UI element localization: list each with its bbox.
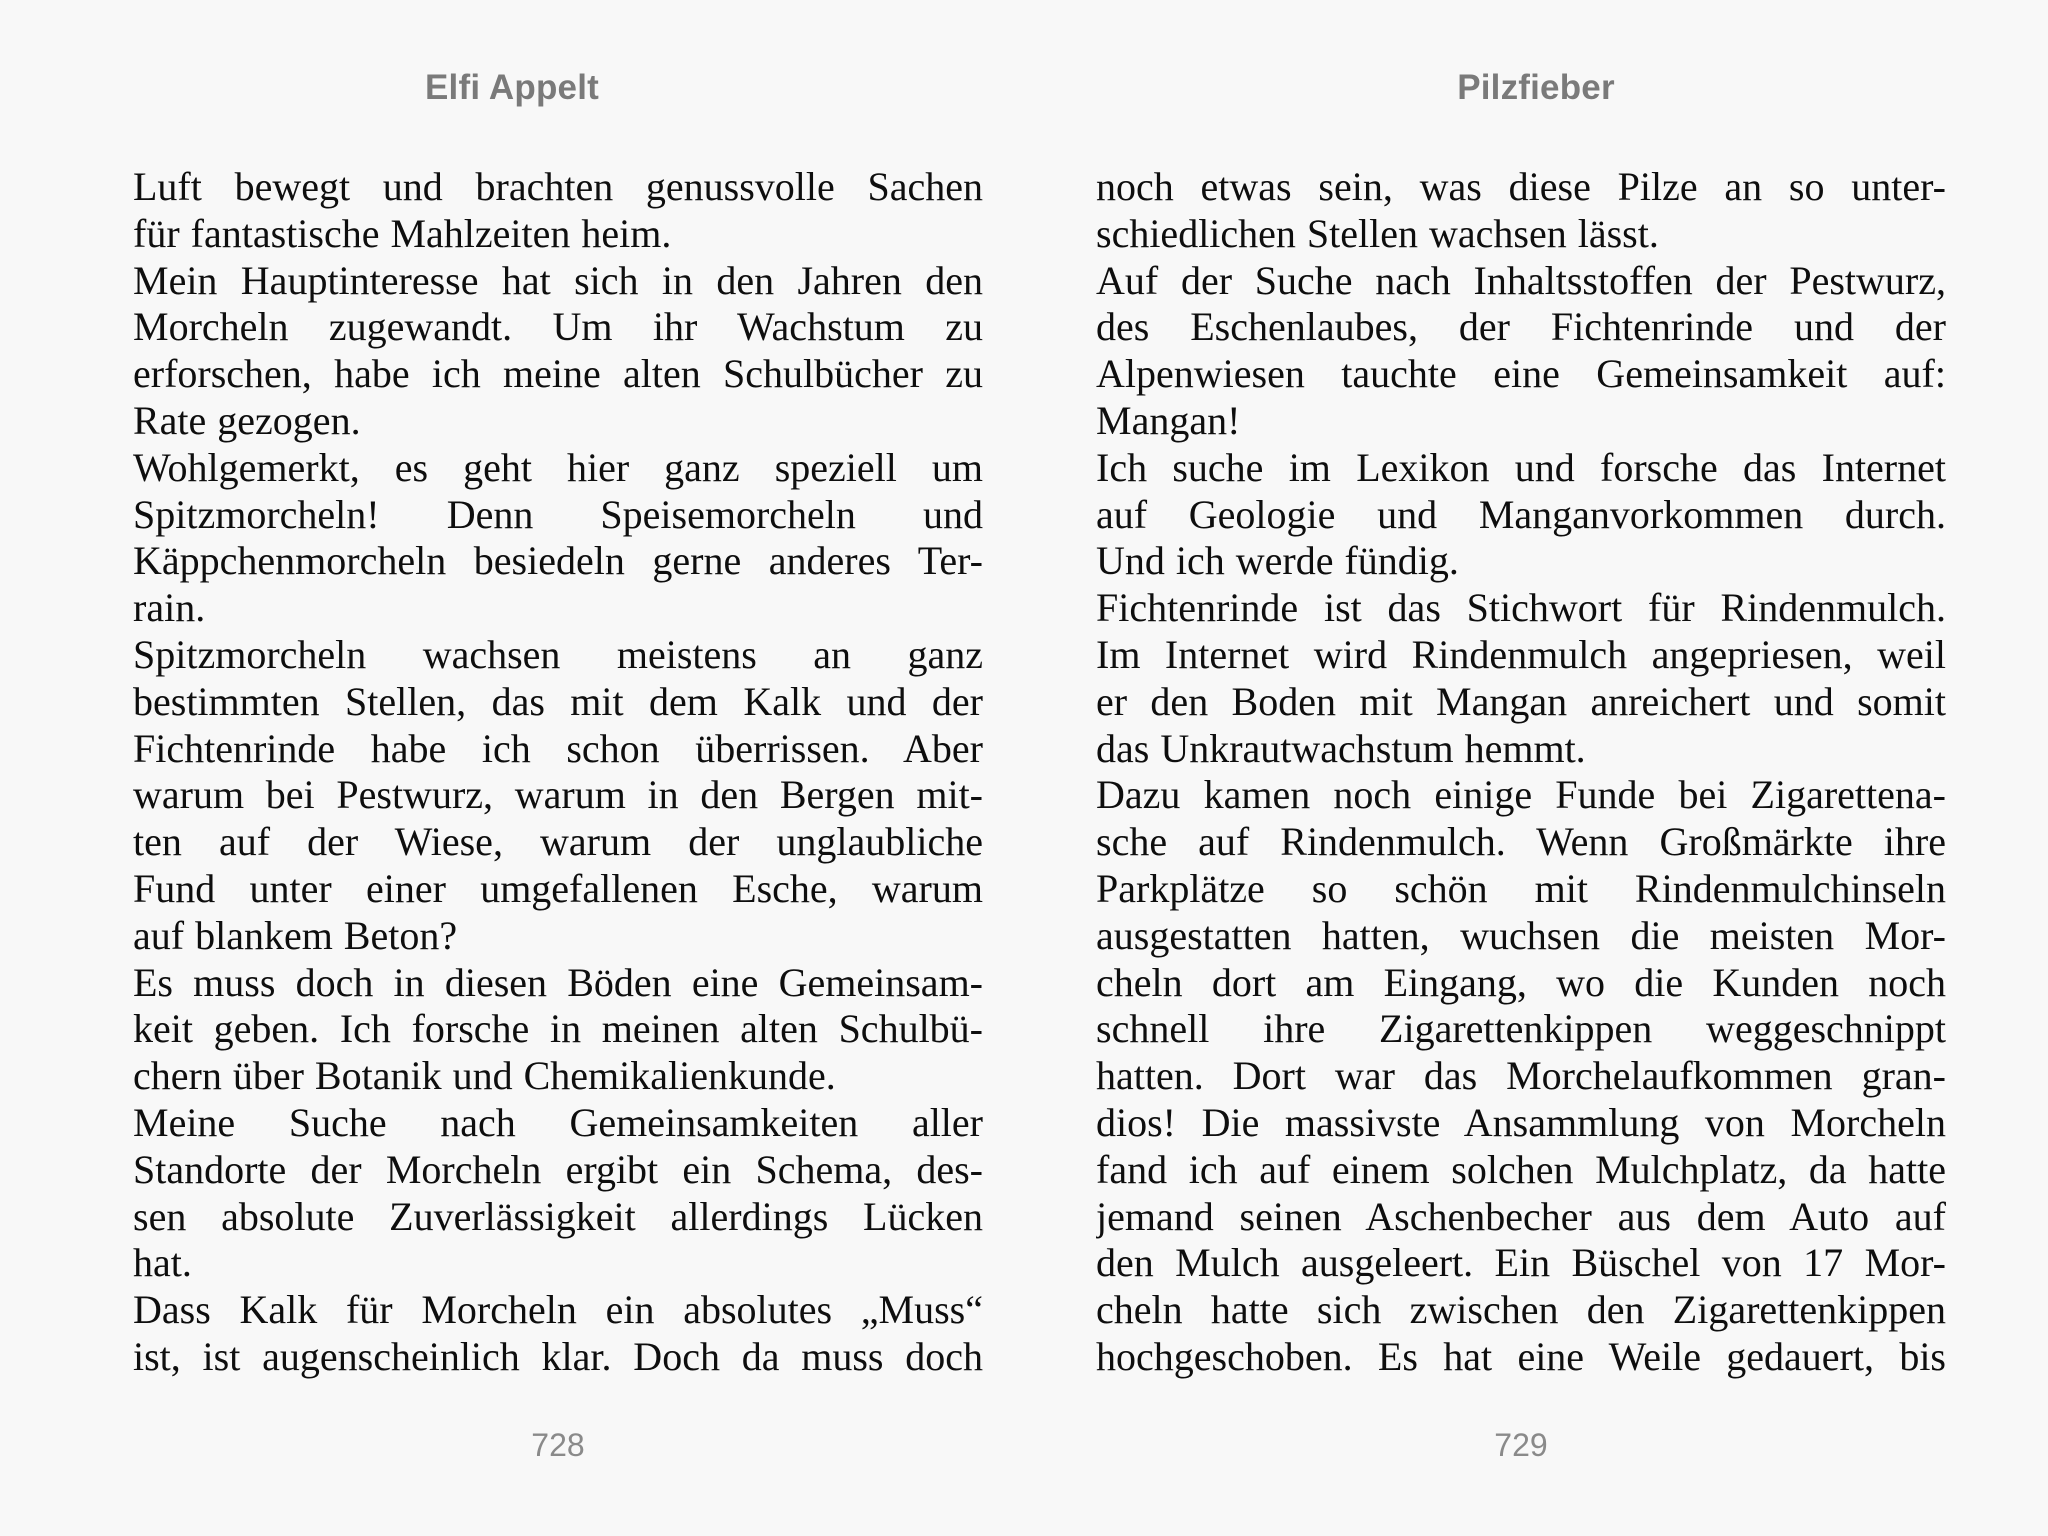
text-line: Dazu kamen noch einige Funde bei Zigarettena-	[1096, 772, 1946, 818]
text-line: Fichtenrinde ist das Stichwort für Rindenmulch.	[1096, 585, 1946, 631]
text-line: den Mulch ausgeleert. Ein Büschel von 17 Mor-	[1096, 1240, 1946, 1286]
text-line: schnell ihre Zigarettenkippen weggeschnippt	[1096, 1006, 1946, 1052]
text-line: Dass Kalk für Morcheln ein absolutes „Muss“	[133, 1287, 983, 1333]
running-header-author: Elfi Appelt	[425, 68, 599, 107]
text-line: cheln hatte sich zwischen den Zigarettenkippen	[1096, 1287, 1946, 1333]
text-line: auf blankem Beton?	[133, 912, 458, 958]
text-line: er den Boden mit Mangan anreichert und somit	[1096, 678, 1946, 724]
text-line: auf Geologie und Manganvorkommen durch.	[1096, 491, 1946, 537]
text-line: Alpenwiesen tauchte eine Gemeinsamkeit auf:	[1096, 351, 1946, 397]
text-line: keit geben. Ich forsche in meinen alten Schulbü-	[133, 1006, 983, 1052]
text-line: Ich suche im Lexikon und forsche das Internet	[1096, 444, 1946, 490]
text-line: sche auf Rindenmulch. Wenn Großmärkte ihre	[1096, 819, 1946, 865]
text-line: schiedlichen Stellen wachsen lässt.	[1096, 210, 1659, 256]
text-line: Mangan!	[1096, 397, 1241, 443]
text-line: das Unkrautwachstum hemmt.	[1096, 725, 1586, 771]
text-line: Käppchenmorcheln besiedeln gerne anderes Ter-	[133, 538, 983, 584]
text-line: warum bei Pestwurz, warum in den Bergen mit-	[133, 772, 983, 818]
text-line: noch etwas sein, was diese Pilze an so unter-	[1096, 164, 1946, 209]
running-header-title: Pilzfieber	[1457, 68, 1615, 107]
text-line: Spitzmorcheln wachsen meistens an ganz	[133, 631, 983, 677]
text-line: für fantastische Mahlzeiten heim.	[133, 210, 672, 256]
text-line: Und ich werde fündig.	[1096, 538, 1459, 584]
text-line: des Eschenlaubes, der Fichtenrinde und der	[1096, 304, 1946, 350]
text-line: bestimmten Stellen, das mit dem Kalk und der	[133, 678, 983, 724]
text-line: hat.	[133, 1240, 192, 1286]
text-line: chern über Botanik und Chemikalienkunde.	[133, 1053, 836, 1099]
text-line: Luft bewegt und brachten genussvolle Sachen	[133, 164, 983, 209]
text-line: Auf der Suche nach Inhaltsstoffen der Pestwurz,	[1096, 257, 1946, 303]
text-line: sen absolute Zuverlässigkeit allerdings Lücken	[133, 1193, 983, 1239]
text-line: rain.	[133, 585, 206, 631]
text-line: Standorte der Morcheln ergibt ein Schema, des-	[133, 1146, 983, 1192]
page-number-right: 729	[1494, 1427, 1548, 1463]
text-line: Es muss doch in diesen Böden eine Gemeinsam-	[133, 959, 983, 1005]
text-line: Fund unter einer umgefallenen Esche, warum	[133, 865, 983, 911]
text-line: fand ich auf einem solchen Mulchplatz, da hatte	[1096, 1146, 1946, 1192]
text-column-left	[133, 164, 983, 1381]
text-line: Rate gezogen.	[133, 397, 361, 443]
text-line: ten auf der Wiese, warum der unglaubliche	[133, 819, 983, 865]
text-line: cheln dort am Eingang, wo die Kunden noch	[1096, 959, 1946, 1005]
page-number-left: 728	[531, 1427, 585, 1463]
book-page-right[interactable]	[1024, 0, 2048, 1536]
text-line: Spitzmorcheln! Denn Speisemorcheln und	[133, 491, 983, 537]
text-line: hochgeschoben. Es hat eine Weile gedauert, bis	[1096, 1333, 1946, 1379]
text-line: ausgestatten hatten, wuchsen die meisten Mor-	[1096, 912, 1946, 958]
text-line: jemand seinen Aschenbecher aus dem Auto auf	[1096, 1193, 1946, 1239]
text-line: hatten. Dort war das Morchelaufkommen gran-	[1096, 1053, 1946, 1099]
text-line: erforschen, habe ich meine alten Schulbücher zu	[133, 351, 983, 397]
text-column-right	[1096, 164, 1946, 1381]
text-line: Fichtenrinde habe ich schon überrissen. Aber	[133, 725, 983, 771]
text-line: Mein Hauptinteresse hat sich in den Jahren den	[133, 257, 983, 303]
text-line: Parkplätze so schön mit Rindenmulchinseln	[1096, 865, 1946, 911]
text-line: Meine Suche nach Gemeinsamkeiten aller	[133, 1099, 983, 1145]
text-line: Morcheln zugewandt. Um ihr Wachstum zu	[133, 304, 983, 350]
text-line: ist, ist augenscheinlich klar. Doch da muss doch	[133, 1333, 983, 1379]
text-line: Wohlgemerkt, es geht hier ganz speziell um	[133, 444, 983, 490]
text-line: Im Internet wird Rindenmulch angepriesen, weil	[1096, 631, 1946, 677]
text-line: dios! Die massivste Ansammlung von Morcheln	[1096, 1099, 1946, 1145]
